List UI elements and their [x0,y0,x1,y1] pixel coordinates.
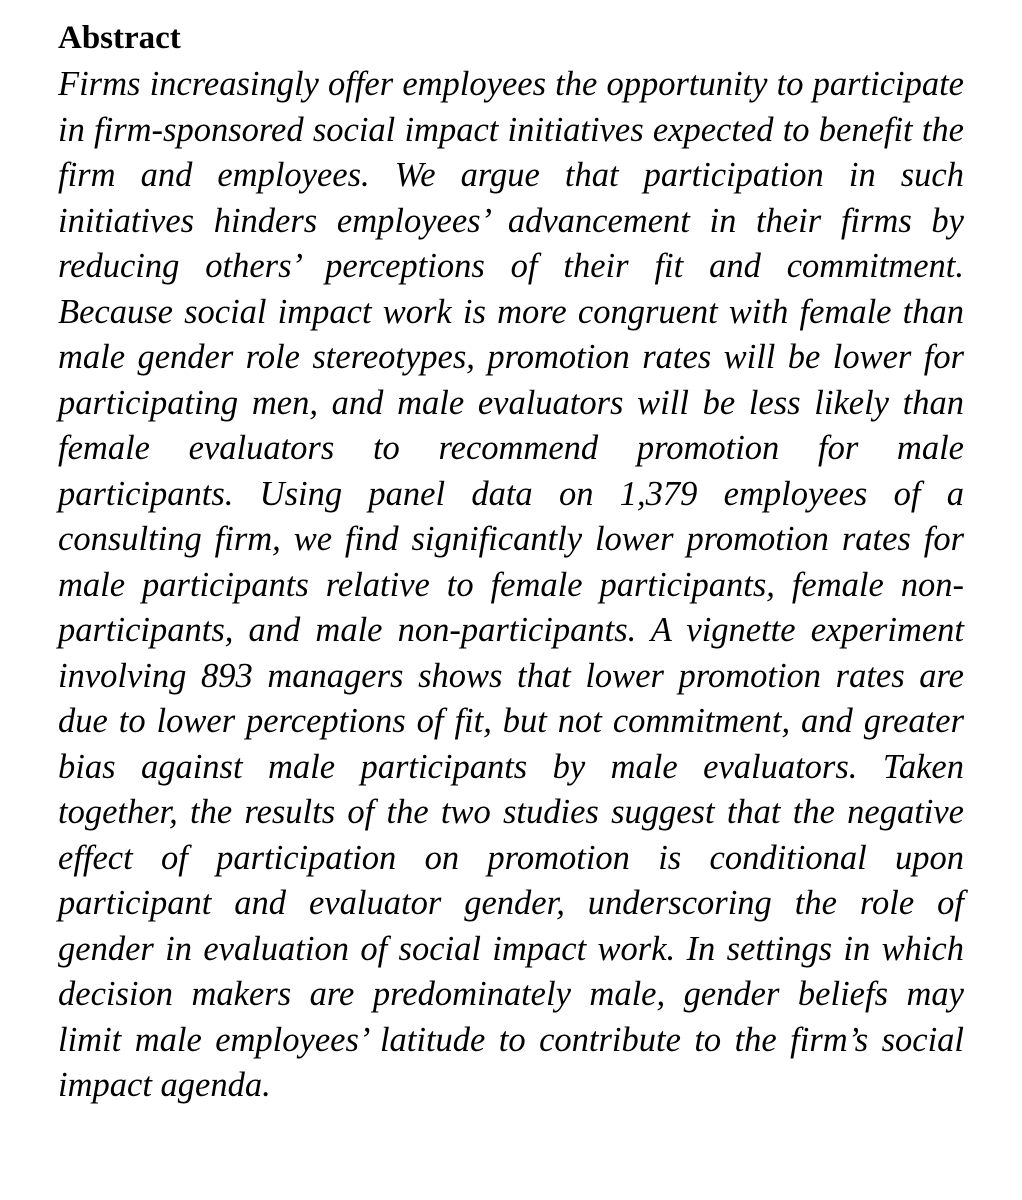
abstract-text: Firms increasingly offer employees the opportunity to participate in firm-sponsored social impact initiatives expected to benefit the firm and employees. We argue that participation in such initiatives hinders employees’ advancement in their firms by reducing others’ perceptions of their fit and commitment. Because social impact work is more congruent with female than male gender role stereotypes, promotion rates will be lower for participating men, and male evaluators will be less likely than female evaluators to recommend promotion for male participants. Using panel data on 1,379 employees of a consulting firm, we find significantly lower promotion rates for male participants relative to female participants, female non-participants, and male non-participants. A vignette experiment involving 893 managers shows that lower promotion rates are due to lower perceptions of fit, but not commitment, and greater bias against male participants by male evaluators. Taken together, the results of the two studies suggest that the negative effect of participation on promotion is conditional upon participant and evaluator gender, underscoring the role of gender in evaluation of social impact work. In settings in which decision makers are predominately male, gender beliefs may limit male employees’ latitude to contribute to the firm’s social impact agenda. [58,65,964,1104]
section-heading: Abstract [58,20,181,56]
abstract-section [58,14,964,1109]
